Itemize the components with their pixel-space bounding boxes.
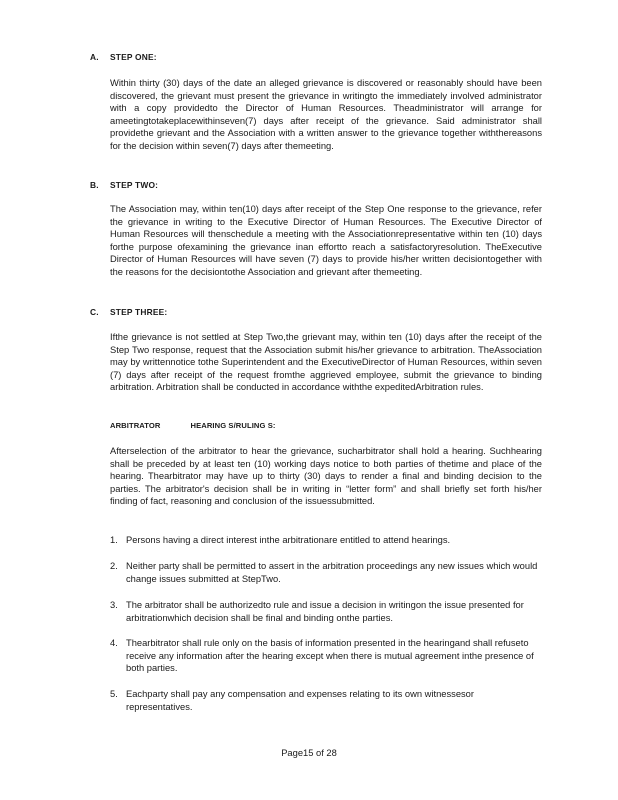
arbitrator-heading-left: ARBITRATOR <box>110 421 161 430</box>
list-text: Neither party shall be permitted to assert in the arbitration proceedings any new issues which would change issues submitted at StepTwo. <box>126 561 538 584</box>
list-text: Thearbitrator shall rule only on the basis of information presented in the hearingand shall refuseto receive any information after the hearing except when there is mutual agreement inthe presence of both parties. <box>126 638 534 674</box>
section-title: STEP THREE: <box>110 307 168 317</box>
arbitrator-heading <box>110 421 276 430</box>
list-number: 5. <box>110 689 118 699</box>
arbitrator-heading-right: HEARING S/RULING S: <box>190 421 276 430</box>
section-letter: A. <box>90 52 99 62</box>
list-number: 1. <box>110 535 118 545</box>
list-text: The arbitrator shall be authorizedto rule and issue a decision in writingon the issue presented for arbitrationwhich decision shall be final and binding onthe parties. <box>126 600 524 623</box>
list-item <box>110 688 542 713</box>
section-b-body: The Association may, within ten(10) days after receipt of the Step One response to the grievance, refer the grievance in writing to the Executive Director of Human Resources. The Executive Director of Human Resources will thenschedule a meeting with the Associationrepresentative within ten (10) days forthe purpose ofexamining the grievance inan effortto reach a satisfactoryresolution. TheExecutive Director of Human Resources will have seven (7) days to provide his/her written decisiontogether with the reasons for the decisiontothe Association and grievant after themeeting. <box>110 204 542 277</box>
section-title: STEP ONE: <box>110 52 157 62</box>
section-b-heading <box>90 180 158 190</box>
list-number: 2. <box>110 561 118 571</box>
section-a-heading <box>90 52 157 62</box>
list-item <box>110 637 542 675</box>
list-number: 4. <box>110 638 118 648</box>
arbitrator-body: Afterselection of the arbitrator to hear the grievance, sucharbitrator shall hold a hearing. Suchhearing shall be preceded by at least ten (10) working days notice to both parties of thetime and place of the hearing. Thearbitrator may have up to thirty (30) days to render a final and binding decision to the parties. The arbitrator's decision shall be in writing in “letter form” and shall briefly set forth his/her finding of fact, reasoning and conclusion of the issuessubmitted. <box>110 446 542 507</box>
list-item <box>110 599 542 624</box>
list-item <box>110 560 542 585</box>
section-title: STEP TWO: <box>110 180 159 190</box>
list-number: 3. <box>110 600 118 610</box>
list-text: Persons having a direct interest inthe arbitrationare entitled to attend hearings. <box>126 535 451 545</box>
section-c-heading <box>90 307 167 317</box>
list-text: Eachparty shall pay any compensation and expenses relating to its own witnessesor representatives. <box>126 689 474 712</box>
section-letter: B. <box>90 180 99 190</box>
list-item <box>110 534 542 547</box>
section-c-body: Ifthe grievance is not settled at Step Two,the grievant may, within ten (10) days after the receipt of the Step Two response, request that the Association submit his/her grievance to arbitration. TheAssociation may by writtennotice tothe Superintendent and the ExecutiveDirector of Human Resources, within seven (7) days after receipt of the request fromthe aggrieved employee, submit the grievance to binding arbitration. Arbitration shall be conducted in accordance withthe expeditedArbitration rules. <box>110 332 542 393</box>
section-letter: C. <box>90 307 99 317</box>
page-number-footer: Page15 of 28 <box>281 748 337 758</box>
section-a-body: Within thirty (30) days of the date an alleged grievance is discovered or reasonably should have been discovered, the grievant must present the grievance in writingto the immediately involved administrator with a copy providedto the Director of Human Resources. Theadministrator will arrange for ameetingtotakeplacewithinseven(7) days after receipt of the grievance. Said administrator shall providethe grievant and the Association with a written answer to the grievance together withthereasons for the decision within seven(7) days after themeeting. <box>110 78 542 151</box>
